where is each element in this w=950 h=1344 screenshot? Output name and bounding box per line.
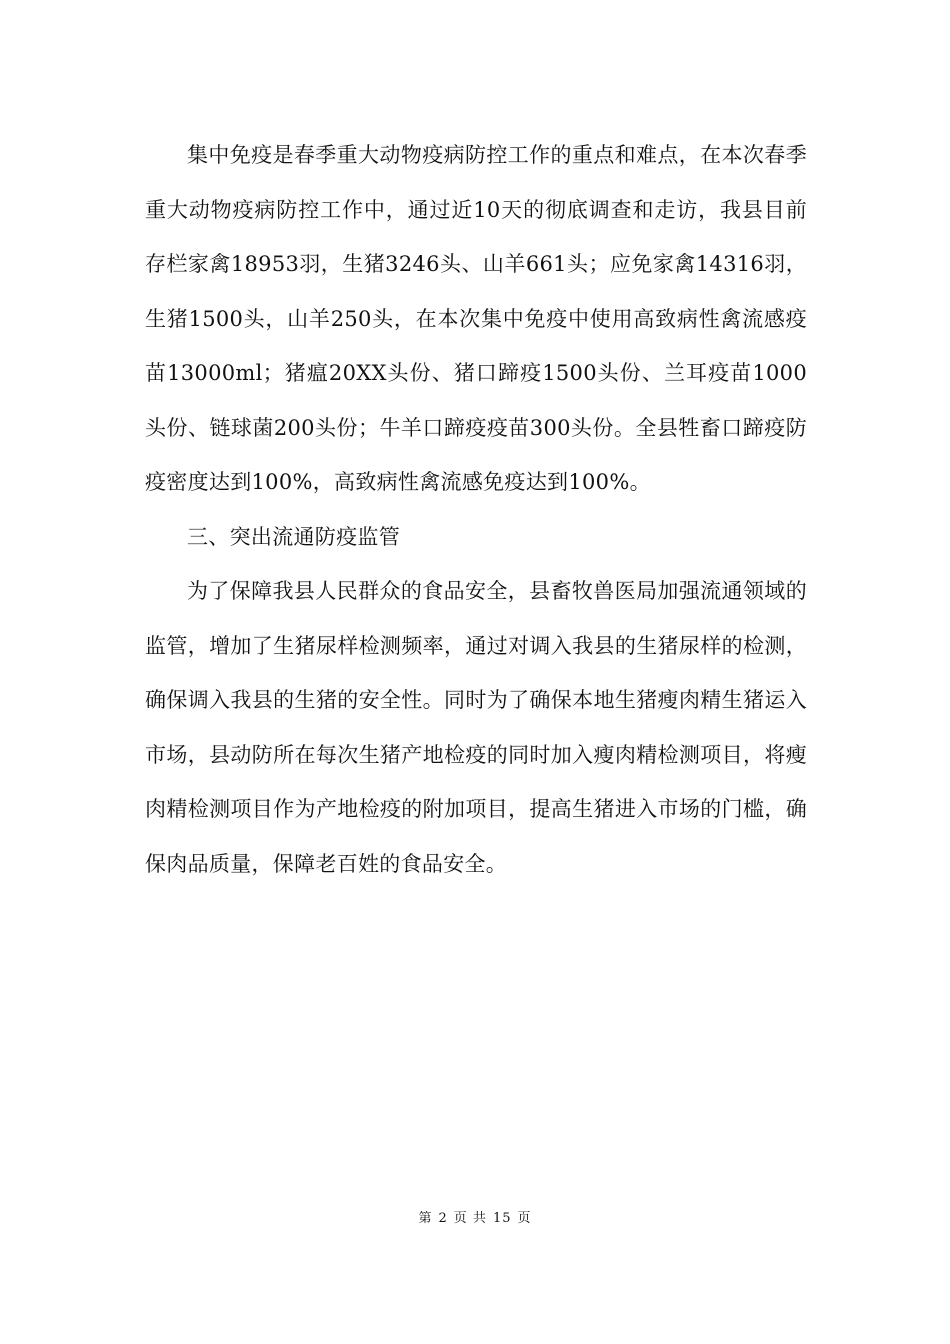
document-body <box>145 128 807 891</box>
footer-total-pages: 15 <box>492 1211 512 1226</box>
page-footer <box>0 1207 950 1226</box>
footer-prefix: 第 <box>418 1211 433 1226</box>
paragraph-circulation-supervision: 为了保障我县人民群众的食品安全，县畜牧兽医局加强流通领域的监管，增加了生猪尿样检测频率，通过对调入我县的生猪尿样的检测，确保调入我县的生猪的安全性。同时为了确保本地生猪瘦肉精生猪运入市场，县动防所在每次生猪产地检疫的同时加入瘦肉精检测项目，将瘦肉精检测项目作为产地检疫的附加项目，提高生猪进入市场的门槛，确保肉品质量，保障老百姓的食品安全。 <box>145 579 807 876</box>
footer-current-page: 2 <box>438 1211 448 1226</box>
section-heading: 三、突出流通防疫监管 <box>187 524 400 549</box>
paragraph-immunization: 集中免疫是春季重大动物疫病防控工作的重点和难点，在本次春季重大动物疫病防控工作中，通过近10天的彻底调查和走访，我县目前存栏家禽18953羽，生猪3246头、山羊661头；应免家禽14316羽，生猪1500头，山羊250头，在本次集中免疫中使用高致病性禽流感疫苗13000ml；猪瘟20XX头份、猪口蹄疫1500头份、兰耳疫苗1000头份、链球菌200头份；牛羊口蹄疫疫苗300头份。全县牲畜口蹄疫防疫密度达到100%，高致病性禽流感免疫达到100%。 <box>145 143 807 494</box>
footer-middle: 页 共 <box>453 1211 487 1226</box>
footer-suffix: 页 <box>517 1211 532 1226</box>
